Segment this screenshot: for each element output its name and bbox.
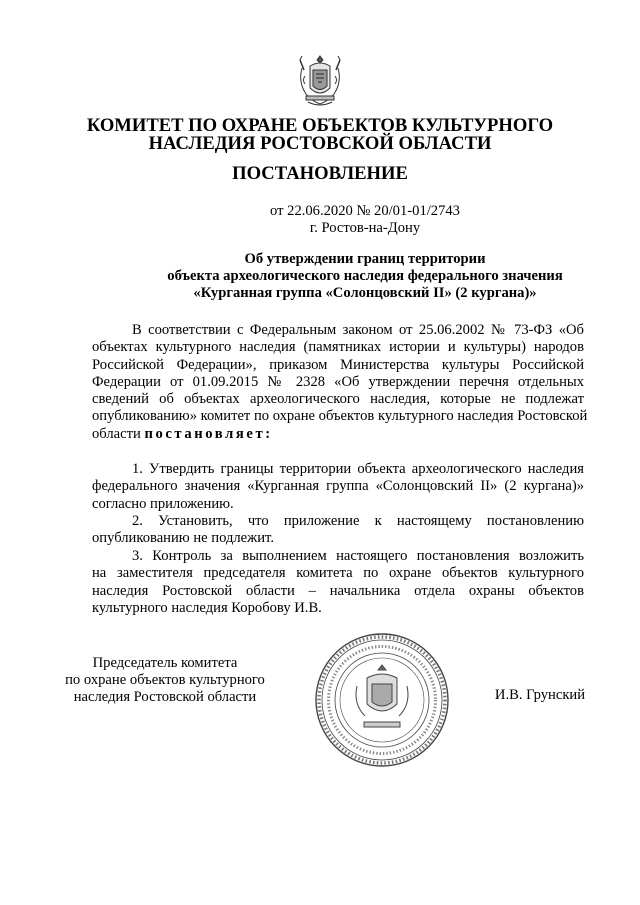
organization-title: [60, 117, 580, 153]
subject-line2: объекта археологического наследия федерального значения: [167, 268, 563, 284]
preamble-line: Российской Федерации», приказом Министерства культуры Российской: [92, 356, 584, 373]
preamble-line: Федерации от 01.09.2015 № 2328 «Об утверждении перечня отдельных: [92, 373, 584, 390]
document-subject: [150, 251, 580, 302]
signatory-position-line3: наследия Ростовской области: [73, 689, 257, 705]
item-line: федерального значения «Курганная группа «Солонцовский II» (2 кургана)»: [92, 478, 584, 495]
document-date-number: от 22.06.2020 № 20/01-01/2743: [270, 203, 460, 219]
item-line: согласно приложению.: [92, 495, 234, 512]
signatory-position: [50, 655, 280, 706]
item-line: 2. Установить, что приложение к настоящему постановлению: [132, 513, 584, 529]
preamble-line: опубликованию» комитет по охране объектов культурного наследия Ростовской: [92, 408, 588, 425]
preamble-paragraph: [92, 322, 588, 443]
preamble-last-line: [92, 426, 584, 443]
item-line: 1. Утвердить границы территории объекта археологического наследия: [132, 461, 584, 477]
item-line: культурного наследия Коробову И.В.: [92, 599, 322, 616]
item-line: 3. Контроль за выполнением настоящего постановления возложить: [132, 548, 584, 564]
document-type: ПОСТАНОВЛЕНИЕ: [232, 163, 408, 184]
organization-title-line2: НАСЛЕДИЯ РОСТОВСКОЙ ОБЛАСТИ: [148, 133, 492, 154]
preamble-line: сведений об объектах археологического наследия, которые не подлежат: [92, 391, 584, 408]
decision-item-1: [92, 461, 584, 513]
coat-of-arms-emblem-icon: [296, 52, 344, 112]
preamble-last-prefix: области: [92, 425, 145, 442]
document-date-number-block: [150, 203, 580, 237]
decision-item-2: [92, 513, 584, 548]
signatory-name: И.В. Грунский: [494, 687, 586, 703]
preamble-line: объектах культурного наследия (памятниках истории и культуры) народов: [92, 339, 584, 356]
decree-word: постановляет:: [144, 425, 273, 442]
item-line: наследия Ростовской области – начальника отдела охраны объектов: [92, 582, 584, 599]
preamble-line: В соответствии с Федеральным законом от 25.06.2002 № 73-ФЗ «Об: [132, 322, 584, 338]
document-city: г. Ростов-на-Дону: [309, 220, 421, 236]
item-line: на заместителя председателя комитета по охране объектов культурного: [92, 565, 584, 582]
subject-line3: «Курганная группа «Солонцовский II» (2 кургана)»: [193, 285, 537, 301]
organization-title-line1: КОМИТЕТ ПО ОХРАНЕ ОБЪЕКТОВ КУЛЬТУРНОГО: [86, 115, 554, 136]
item-line: опубликованию не подлежит.: [92, 530, 274, 547]
subject-line1: Об утверждении границ территории: [244, 251, 486, 267]
signatory-position-line1: Председатель комитета: [92, 655, 238, 671]
signatory-position-line2: по охране объектов культурного: [65, 672, 265, 688]
decision-item-3: [92, 548, 584, 617]
official-round-seal-icon: [312, 630, 452, 770]
